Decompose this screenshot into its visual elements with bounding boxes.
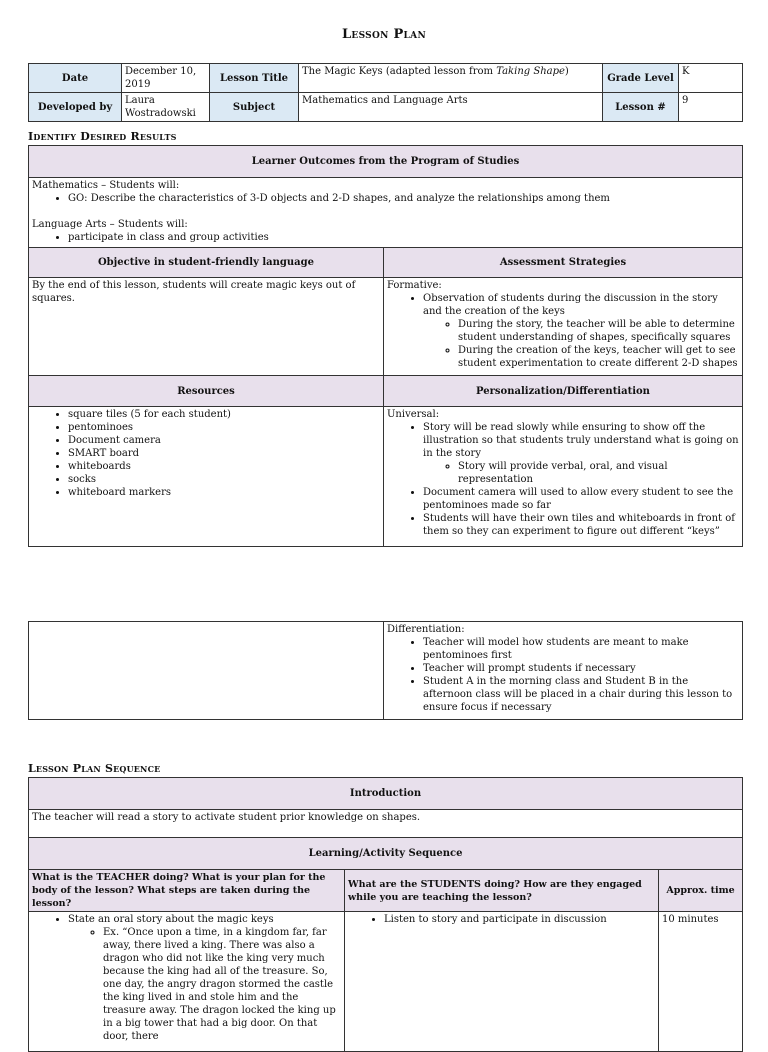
- identify-desired-results-heading: Identify Desired Results: [28, 130, 177, 143]
- differentiation-cell: [384, 622, 743, 720]
- learning-activity-header: Learning/Activity Sequence: [29, 838, 743, 870]
- lesson-title-value: The Magic Keys (adapted lesson from Taking Shape): [299, 64, 603, 93]
- students-column-header: What are the STUDENTS doing? How are they engaged while you are teaching the lesson?: [345, 870, 659, 912]
- desired-results-table: [28, 145, 743, 547]
- lesson-number-label: Lesson #: [603, 93, 679, 122]
- resource-item: • whiteboards: [68, 460, 380, 473]
- objective-header: Objective in student-friendly language: [29, 248, 384, 278]
- teacher-activity-item: • State an oral story about the magic keys ◦ Ex. “Once upon a time, in a kingdom far, far away, there lived a king. There was also a dragon who did not like the king very much because the king had all of the treasure. So, one day, the angry dragon stormed the castle the king lived in and stole him and the treasure away. The dragon locked the king up in a big tower that had a big door. On that door, there: [68, 913, 341, 1043]
- lesson-info-table: [28, 63, 743, 122]
- empty-resources-continuation: [29, 622, 384, 720]
- student-activity-item: • Listen to story and participate in discussion: [384, 913, 655, 926]
- resources-cell: [29, 407, 384, 547]
- lesson-sequence-table: [28, 777, 743, 1052]
- resource-item: • square tiles (5 for each student): [68, 408, 380, 421]
- math-outcome-item: • GO: Describe the characteristics of 3-D objects and 2-D shapes, and analyze the relationships among them: [68, 192, 739, 205]
- assessment-cell: [384, 278, 743, 376]
- outcomes-cell: [29, 178, 743, 248]
- grade-level-value: K: [679, 64, 743, 93]
- developed-by-value: Laura Wostradowski: [122, 93, 210, 122]
- grade-level-label: Grade Level: [603, 64, 679, 93]
- resources-header: Resources: [29, 376, 384, 407]
- la-outcome-item: • participate in class and group activities: [68, 231, 739, 244]
- universal-item: • Students will have their own tiles and whiteboards in front of them so they can experiment to figure out different “keys”: [423, 512, 739, 538]
- time-column-header: Approx. time: [659, 870, 743, 912]
- differentiation-table: [28, 621, 743, 720]
- differentiation-label: Differentiation:: [387, 624, 465, 635]
- formative-label: Formative:: [387, 280, 442, 291]
- resource-item: • pentominoes: [68, 421, 380, 434]
- lesson-number-value: 9: [679, 93, 743, 122]
- developed-by-label: Developed by: [29, 93, 122, 122]
- assessment-header: Assessment Strategies: [384, 248, 743, 278]
- date-label: Date: [29, 64, 122, 93]
- date-value: December 10, 2019: [122, 64, 210, 93]
- lesson-title-label: Lesson Title: [210, 64, 299, 93]
- time-cell: 10 minutes: [659, 912, 743, 1052]
- formative-subitem: ◦ During the creation of the keys, teacher will get to see student experimentation to create different 2-D shapes: [458, 344, 739, 370]
- resource-item: • Document camera: [68, 434, 380, 447]
- teacher-activity-cell: [29, 912, 345, 1052]
- universal-subitem: ◦ Story will provide verbal, oral, and visual representation: [458, 460, 739, 486]
- universal-label: Universal:: [387, 409, 440, 420]
- resource-item: • socks: [68, 473, 380, 486]
- universal-item: • Document camera will used to allow every student to see the pentominoes made so far: [423, 486, 739, 512]
- subject-label: Subject: [210, 93, 299, 122]
- introduction-text: The teacher will read a story to activate student prior knowledge on shapes.: [29, 810, 743, 838]
- resource-item: • whiteboard markers: [68, 486, 380, 499]
- teacher-column-header: What is the TEACHER doing? What is your plan for the body of the lesson? What steps are taken during the lesson?: [29, 870, 345, 912]
- universal-cell: [384, 407, 743, 547]
- resource-item: • SMART board: [68, 447, 380, 460]
- teacher-activity-subitem: ◦ Ex. “Once upon a time, in a kingdom far, far away, there lived a king. There was also a dragon who did not like the king very much because the king had all of the treasure. So, one day, the angry dragon stormed the castle the king lived in and stole him and the treasure away. The dragon locked the king up in a big tower that had a big door. On that door, there: [103, 926, 341, 1043]
- personalization-header: Personalization/Differentiation: [384, 376, 743, 407]
- la-intro: Language Arts – Students will:: [32, 219, 188, 230]
- math-intro: Mathematics – Students will:: [32, 180, 180, 191]
- formative-item: • Observation of students during the discussion in the story and the creation of the keys ◦ During the story, the teacher will be able to determine student understanding of shapes, specifically squares ◦ During the creation of the keys, teacher will get to see student experimentation to create different 2-D shapes: [423, 292, 739, 370]
- lesson-plan-sequence-heading: Lesson Plan Sequence: [28, 762, 161, 775]
- page-title: Lesson Plan: [341, 27, 426, 42]
- formative-subitem: ◦ During the story, the teacher will be able to determine student understanding of shapes, specifically squares: [458, 318, 739, 344]
- objective-text: By the end of this lesson, students will create magic keys out of squares.: [29, 278, 384, 376]
- introduction-header: Introduction: [29, 778, 743, 810]
- subject-value: Mathematics and Language Arts: [299, 93, 603, 122]
- differentiation-item: • Student A in the morning class and Student B in the afternoon class will be placed in a chair during this lesson to ensure focus if necessary: [423, 675, 739, 714]
- student-activity-cell: [345, 912, 659, 1052]
- outcomes-header: Learner Outcomes from the Program of Studies: [29, 146, 743, 178]
- differentiation-item: • Teacher will prompt students if necessary: [423, 662, 739, 675]
- differentiation-item: • Teacher will model how students are meant to make pentominoes first: [423, 636, 739, 662]
- universal-item: • Story will be read slowly while ensuring to show off the illustration so that students truly understand what is going on in the story ◦ Story will provide verbal, oral, and visual representation: [423, 421, 739, 486]
